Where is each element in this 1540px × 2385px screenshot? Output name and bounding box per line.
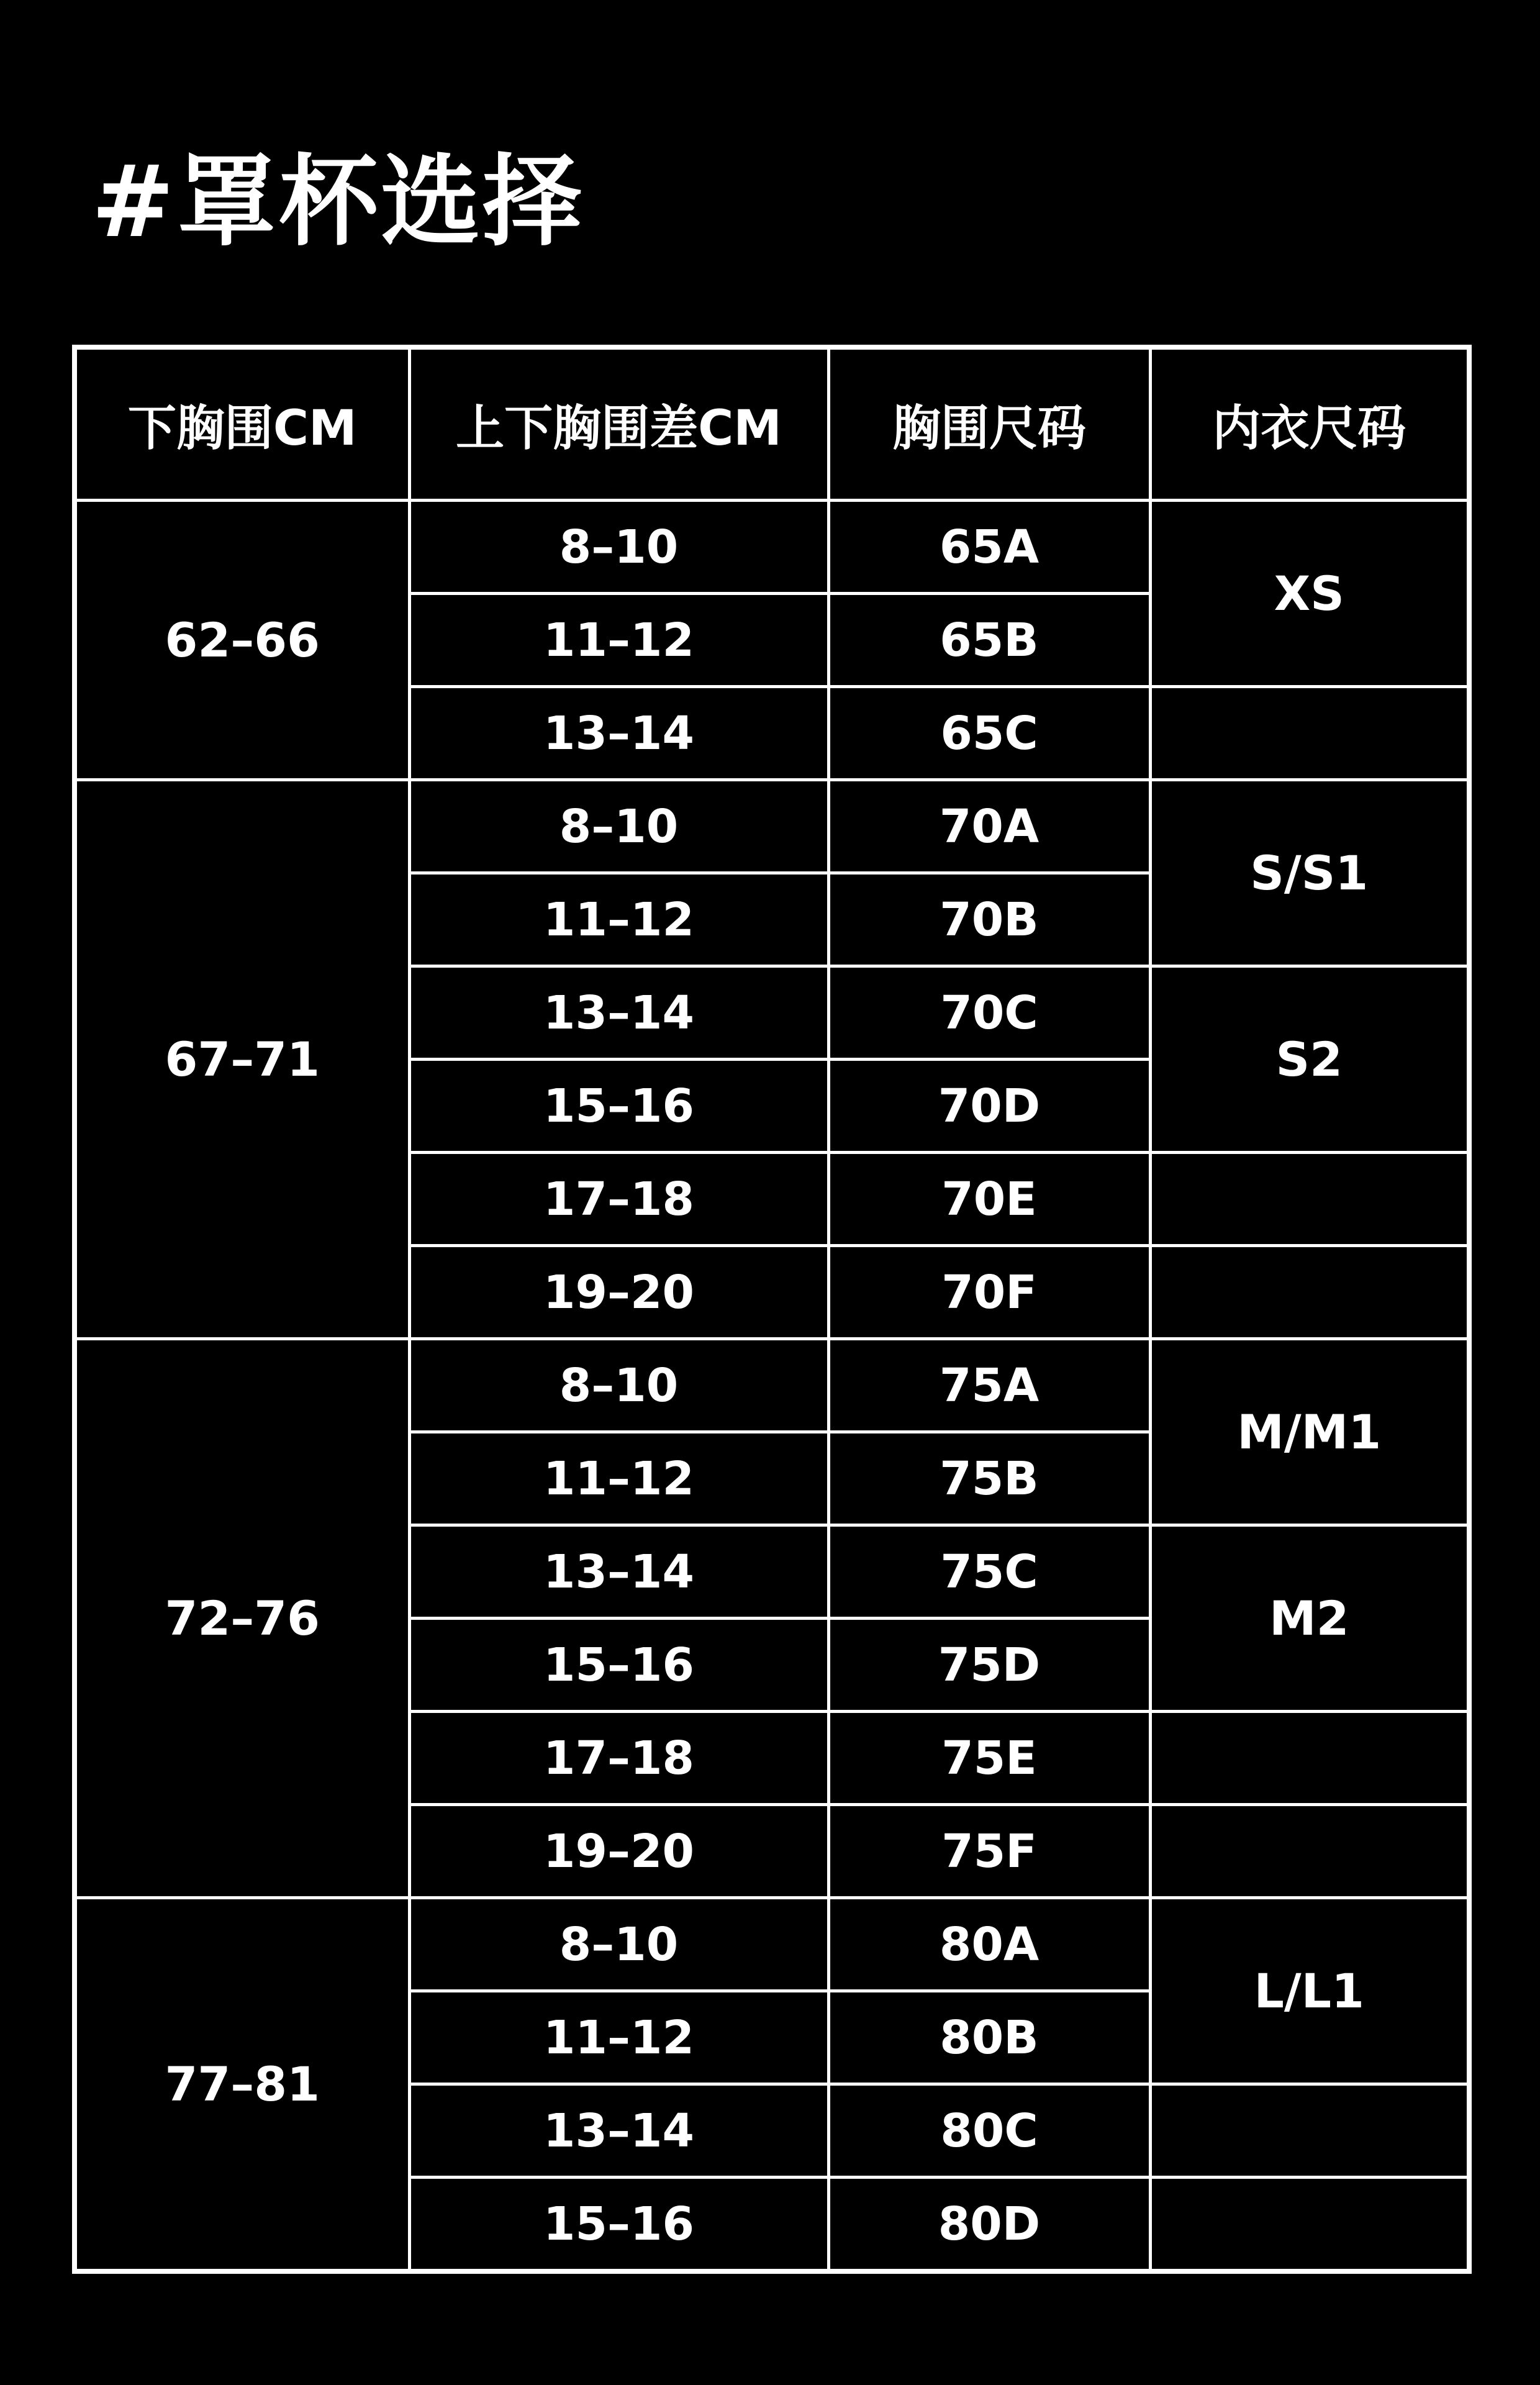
under-bust-cell: 77–81 — [75, 1898, 409, 2272]
bust-size-cell: 80A — [828, 1898, 1150, 1991]
header-bra-size: 内衣尺码 — [1150, 347, 1469, 501]
bust-difference-cell: 17–18 — [409, 1153, 828, 1246]
bust-size-cell: 75F — [828, 1805, 1150, 1898]
bust-difference-cell: 8–10 — [409, 1898, 828, 1991]
header-bust-size: 胸围尺码 — [828, 347, 1150, 501]
bra-size-cell — [1150, 1805, 1469, 1898]
header-bust-difference: 上下胸围差CM — [409, 347, 828, 501]
bust-difference-cell: 8–10 — [409, 780, 828, 873]
bust-difference-cell: 19–20 — [409, 1246, 828, 1339]
bust-size-cell: 70F — [828, 1246, 1150, 1339]
table-row — [75, 501, 1469, 594]
bust-size-cell: 75B — [828, 1432, 1150, 1525]
bust-size-cell: 75C — [828, 1525, 1150, 1619]
bust-size-cell: 65B — [828, 594, 1150, 687]
under-bust-cell: 62–66 — [75, 501, 409, 780]
bust-difference-cell: 11–12 — [409, 594, 828, 687]
bra-size-cell — [1150, 687, 1469, 780]
bra-size-cell: S/S1 — [1150, 780, 1469, 966]
bust-size-cell: 70E — [828, 1153, 1150, 1246]
bra-size-cell: L/L1 — [1150, 1898, 1469, 2084]
under-bust-cell: 72–76 — [75, 1339, 409, 1898]
bust-difference-cell: 15–16 — [409, 1619, 828, 1712]
bust-size-cell: 70C — [828, 966, 1150, 1060]
under-bust-cell: 67–71 — [75, 780, 409, 1339]
bra-size-cell: S2 — [1150, 966, 1469, 1153]
bust-size-cell: 80B — [828, 1991, 1150, 2084]
bust-size-cell: 65A — [828, 501, 1150, 594]
bust-difference-cell: 17–18 — [409, 1712, 828, 1805]
bust-difference-cell: 13–14 — [409, 687, 828, 780]
bust-size-cell: 70A — [828, 780, 1150, 873]
table-row — [75, 1339, 1469, 1432]
bust-size-cell: 75E — [828, 1712, 1150, 1805]
bra-size-cell: M2 — [1150, 1525, 1469, 1712]
table-header-row — [75, 347, 1469, 501]
bust-difference-cell: 8–10 — [409, 501, 828, 594]
bra-size-cell — [1150, 1153, 1469, 1246]
bra-size-cell — [1150, 1712, 1469, 1805]
bust-size-cell: 70D — [828, 1060, 1150, 1153]
bust-difference-cell: 19–20 — [409, 1805, 828, 1898]
table-row — [75, 780, 1469, 873]
bust-size-cell: 80C — [828, 2084, 1150, 2178]
bust-difference-cell: 13–14 — [409, 1525, 828, 1619]
bust-size-cell: 75A — [828, 1339, 1150, 1432]
bust-size-cell: 75D — [828, 1619, 1150, 1712]
bust-difference-cell: 15–16 — [409, 1060, 828, 1153]
bra-size-cell: M/M1 — [1150, 1339, 1469, 1525]
bra-size-cell — [1150, 2178, 1469, 2272]
bust-size-cell: 65C — [828, 687, 1150, 780]
bra-size-cell: XS — [1150, 501, 1469, 687]
page-title: #罩杯选择 — [91, 143, 585, 260]
bust-size-cell: 70B — [828, 873, 1150, 966]
bust-difference-cell: 15–16 — [409, 2178, 828, 2272]
bust-difference-cell: 8–10 — [409, 1339, 828, 1432]
bust-difference-cell: 11–12 — [409, 1991, 828, 2084]
bra-size-cell — [1150, 2084, 1469, 2178]
bust-difference-cell: 13–14 — [409, 2084, 828, 2178]
bust-difference-cell: 13–14 — [409, 966, 828, 1060]
bust-size-cell: 80D — [828, 2178, 1150, 2272]
bust-difference-cell: 11–12 — [409, 873, 828, 966]
bust-difference-cell: 11–12 — [409, 1432, 828, 1525]
bra-size-cell — [1150, 1246, 1469, 1339]
size-chart-table — [72, 345, 1472, 2274]
table-body — [75, 501, 1469, 2272]
table-row — [75, 1898, 1469, 1991]
header-under-bust: 下胸围CM — [75, 347, 409, 501]
